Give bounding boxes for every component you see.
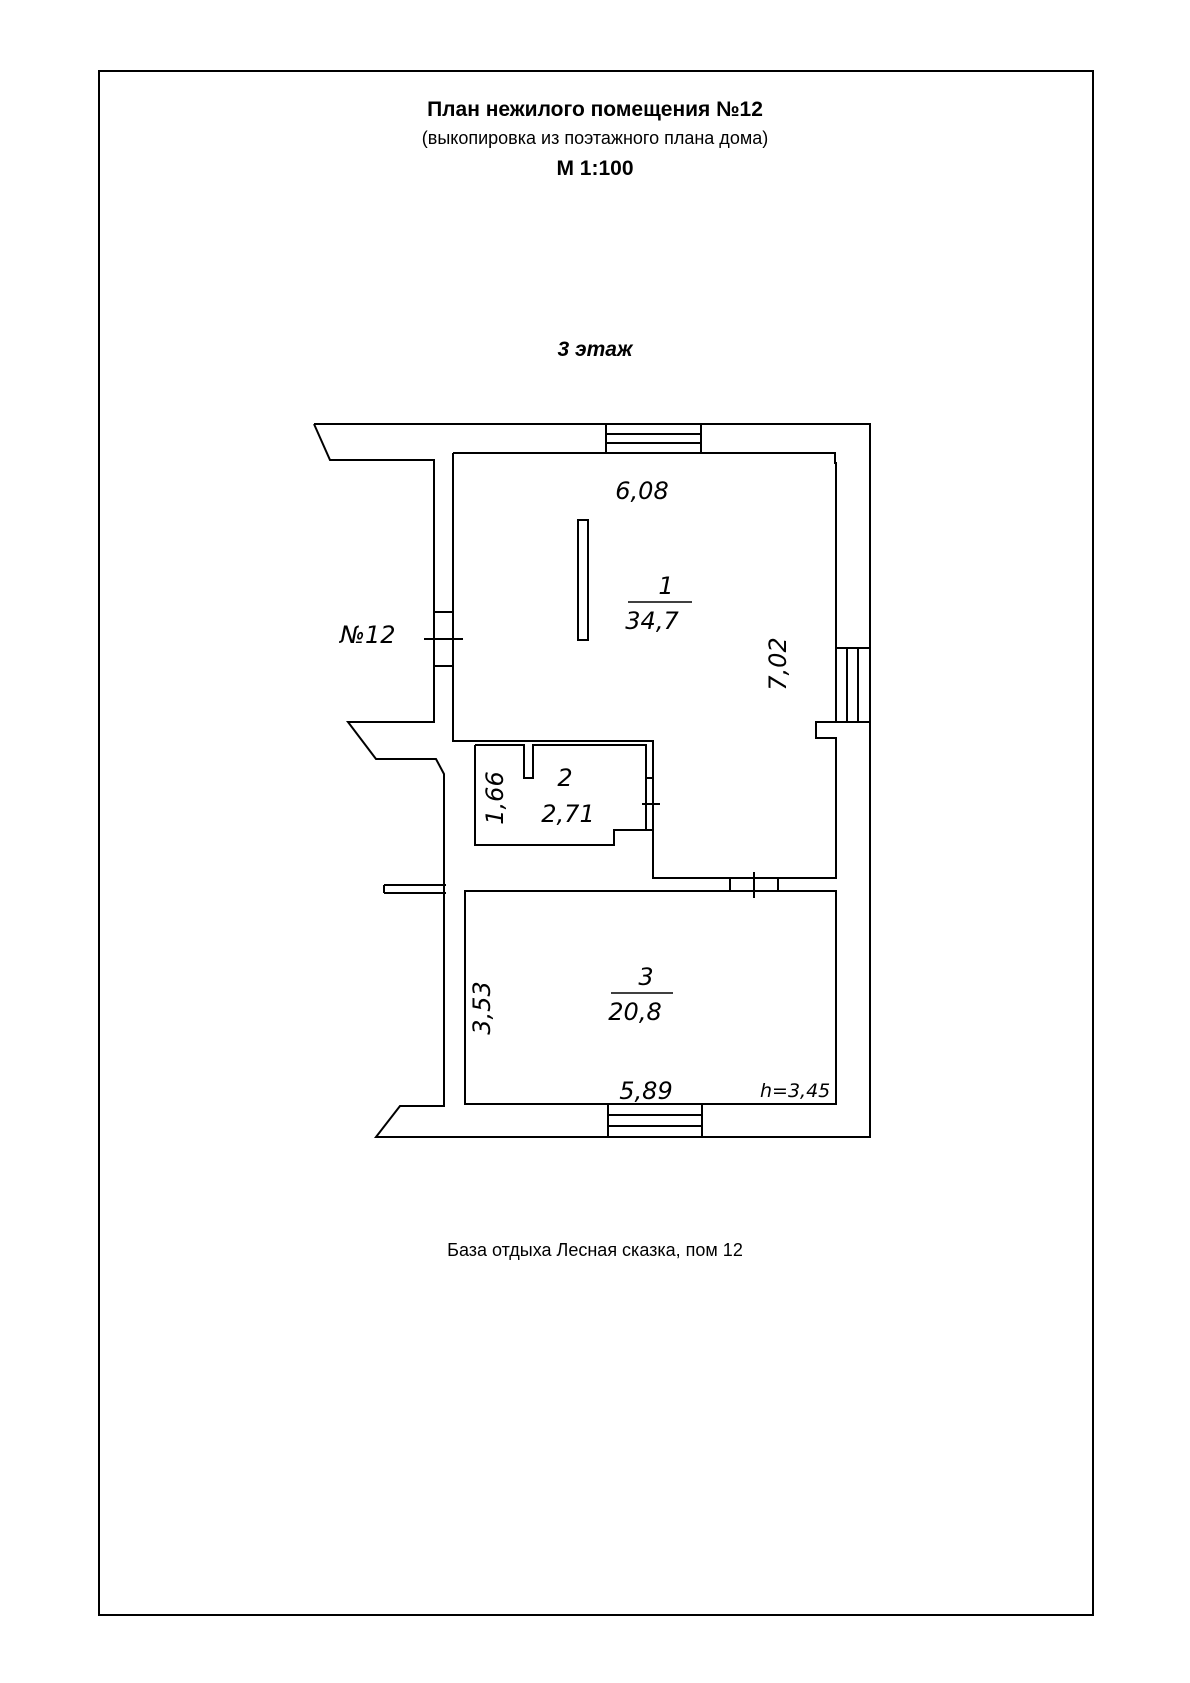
room-2-door: [642, 778, 660, 830]
entrance-door: [424, 612, 463, 666]
plan-title: План нежилого помещения №12: [427, 98, 763, 121]
room-1-width-dimension: 6,08: [615, 477, 669, 505]
window-right: [836, 648, 870, 722]
plan-subtitle: (выкопировка из поэтажного плана дома): [421, 128, 769, 148]
unit-label: №12: [340, 621, 396, 649]
window-top: [606, 424, 701, 453]
room-3-width-dimension: 5,89: [619, 1077, 673, 1105]
room-1-area: 34,7: [625, 607, 679, 635]
room-3-number: 3: [638, 963, 654, 991]
plan-caption: База отдыха Лесная сказка, пом 12: [447, 1240, 743, 1260]
room-3-area: 20,8: [608, 998, 662, 1026]
room-2-number: 2: [557, 764, 573, 792]
plan-scale: М 1:100: [556, 157, 634, 180]
room-2-depth-dimension: 1,66: [481, 771, 509, 825]
doors: [424, 612, 778, 898]
floor-label: 3 этаж: [557, 338, 633, 361]
room-1-column: [578, 520, 588, 640]
outer-walls: [314, 424, 870, 1137]
room-3-depth-dimension: 3,53: [468, 981, 496, 1035]
window-bottom: [608, 1104, 702, 1137]
room-3-door: [730, 872, 778, 898]
ceiling-height-label: h=3,45: [760, 1080, 831, 1102]
outer-wall-outline: [314, 424, 870, 1137]
room-1-depth-dimension: 7,02: [764, 637, 792, 691]
room-1-number: 1: [658, 572, 674, 600]
room-2-area: 2,71: [541, 800, 595, 828]
